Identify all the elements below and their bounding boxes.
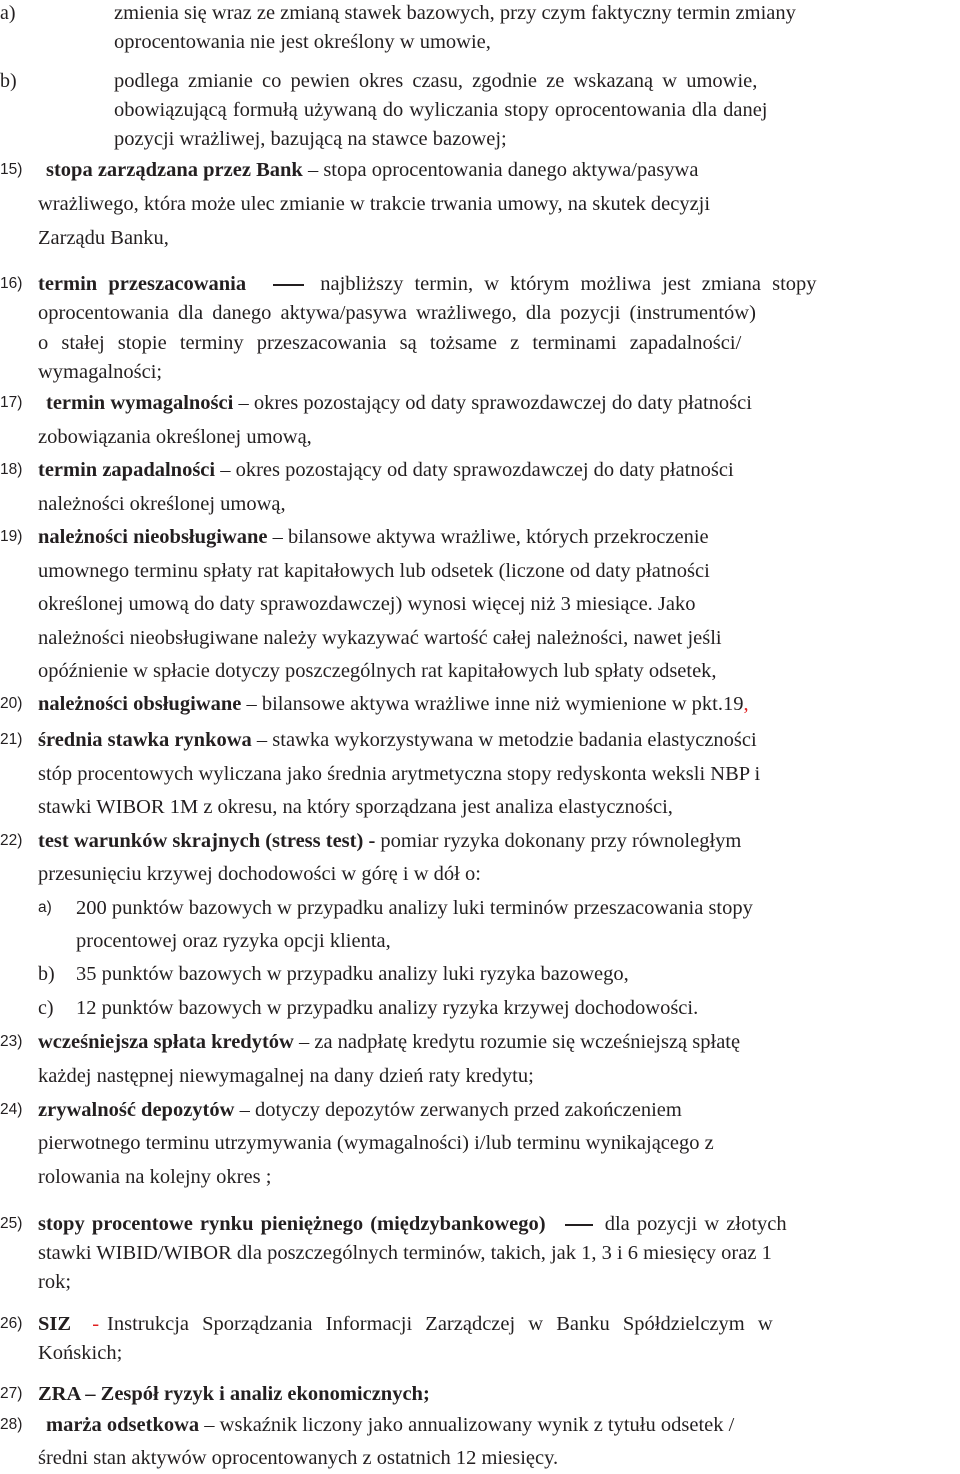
item-22-number: 22) <box>0 832 23 849</box>
list-label-b: b) <box>0 70 17 92</box>
item-15-line-1: stopa zarządzana przez Bank – stopa oprocentowania danego aktywa/pasywa <box>46 159 699 181</box>
item-25-term: stopy procentowe rynku pieniężnego (międzybankowego) <box>38 1213 546 1235</box>
item-27-number: 27) <box>0 1385 23 1402</box>
item-28-line-2: średni stan aktywów oprocentowanych z ostatnich 12 miesięcy. <box>38 1447 559 1469</box>
item-19-line-1: należności nieobsługiwane – bilansowe aktywa wrażliwe, których przekroczenie <box>38 526 709 548</box>
item-18-number: 18) <box>0 461 23 478</box>
item-22-label-c: c) <box>38 997 54 1019</box>
item-22-line-1: test warunków skrajnych (stress test) - pomiar ryzyka dokonany przy równoległym <box>38 830 742 852</box>
item-22-label-a: a) <box>38 899 52 916</box>
item-17-line-1: termin wymagalności – okres pozostający od daty sprawozdawczej do daty płatności <box>46 392 752 414</box>
item-15-line-3: Zarządu Banku, <box>38 227 169 249</box>
item-21-line-2: stóp procentowych wyliczana jako średnia arytmetyczna stopy redyskonta weksli NBP i <box>38 763 761 785</box>
list-a-line-2: oprocentowania nie jest określony w umowie, <box>114 31 491 53</box>
item-25-dash <box>565 1224 593 1226</box>
item-25-line-3: rok; <box>38 1271 72 1293</box>
item-24-number: 24) <box>0 1101 23 1118</box>
item-20-red-comma: , <box>743 693 749 715</box>
item-21-line-3: stawki WIBOR 1M z okresu, na który sporządzana jest analiza elastyczności, <box>38 796 673 818</box>
item-28-term: marża odsetkowa <box>46 1414 200 1436</box>
item-19-term: należności nieobsługiwane <box>38 526 268 548</box>
item-17-line-2: zobowiązania określonej umową, <box>38 426 312 448</box>
item-16-line-1: termin przeszacowania najbliższy termin, w którym możliwa jest zmiana stopy <box>38 273 817 295</box>
item-22-term: test warunków skrajnych (stress test) - <box>38 830 376 852</box>
item-23-number: 23) <box>0 1033 23 1050</box>
item-26-line-1: SIZ - Instrukcja Sporządzania Informacji Zarządczej w Banku Spółdzielczym w <box>38 1313 773 1335</box>
item-26-line-2: Końskich; <box>38 1342 123 1364</box>
item-23-line-2: każdej następnej niewymagalnej na dany dzień raty kredytu; <box>38 1065 534 1087</box>
item-18-term: termin zapadalności <box>38 459 216 481</box>
item-28-number: 28) <box>0 1416 23 1433</box>
item-16-term: termin przeszacowania <box>38 273 247 295</box>
item-22-a-line-2: procentowej oraz ryzyka opcji klienta, <box>76 930 391 952</box>
item-16-number: 16) <box>0 275 23 292</box>
item-19-line-4: należności nieobsługiwane należy wykazywać wartość całej należności, nawet jeśli <box>38 627 722 649</box>
item-20-term: należności obsługiwane <box>38 693 242 715</box>
item-26-term: SIZ <box>38 1313 72 1335</box>
item-25-line-2: stawki WIBID/WIBOR dla poszczególnych terminów, takich, jak 1, 3 i 6 miesięcy oraz 1 <box>38 1242 772 1264</box>
item-19-line-5: opóźnienie w spłacie dotyczy poszczególnych rat kapitałowych lub spłaty odsetek, <box>38 660 717 682</box>
item-19-line-2: umownego terminu spłaty rat kapitałowych lub odsetek (liczone od daty płatności <box>38 560 710 582</box>
item-21-number: 21) <box>0 731 23 748</box>
item-22-c-line-1: 12 punktów bazowych w przypadku analizy ryzyka krzywej dochodowości. <box>76 997 699 1019</box>
item-23-line-1: wcześniejsza spłata kredytów – za nadpłatę kredytu rozumie się wcześniejszą spłatę <box>38 1031 741 1053</box>
item-16-line-4: wymagalności; <box>38 361 163 383</box>
item-15-term: stopa zarządzana przez Bank <box>46 159 303 181</box>
item-21-term: średnia stawka rynkowa <box>38 729 252 751</box>
item-22-b-line-1: 35 punktów bazowych w przypadku analizy luki ryzyka bazowego, <box>76 963 629 985</box>
item-22-label-b: b) <box>38 963 55 985</box>
item-15-line-2: wrażliwego, która może ulec zmianie w trakcie trwania umowy, na skutek decyzji <box>38 193 711 215</box>
item-24-line-2: pierwotnego terminu utrzymywania (wymagalności) i/lub terminu wynikającego z <box>38 1132 714 1154</box>
item-23-term: wcześniejsza spłata kredytów <box>38 1031 294 1053</box>
item-18-line-2: należności określonej umową, <box>38 493 286 515</box>
item-22-a-line-1: 200 punktów bazowych w przypadku analizy luki terminów przeszacowania stopy <box>76 897 753 919</box>
list-b-line-1: podlega zmianie co pewien okres czasu, zgodnie ze wskazaną w umowie, <box>114 70 758 92</box>
item-26-number: 26) <box>0 1315 23 1332</box>
list-b-line-3: pozycji wrażliwej, bazującą na stawce bazowej; <box>114 128 507 150</box>
item-19-line-3: określonej umową do daty sprawozdawczej) wynosi więcej niż 3 miesiące. Jako <box>38 593 696 615</box>
item-17-number: 17) <box>0 394 23 411</box>
item-24-line-1: zrywalność depozytów – dotyczy depozytów zerwanych przed zakończeniem <box>38 1099 682 1121</box>
item-25-line-1: stopy procentowe rynku pieniężnego (międzybankowego) dla pozycji w złotych <box>38 1213 787 1235</box>
item-16-line-3: o stałej stopie terminy przeszacowania są tożsame z terminami zapadalności/ <box>38 332 742 354</box>
list-a-line-1: zmienia się wraz ze zmianą stawek bazowych, przy czym faktyczny termin zmiany <box>114 2 796 24</box>
item-26-red-dash: - <box>92 1313 100 1335</box>
item-19-number: 19) <box>0 528 23 545</box>
item-21-line-1: średnia stawka rynkowa – stawka wykorzystywana w metodzie badania elastyczności <box>38 729 757 751</box>
item-18-line-1: termin zapadalności – okres pozostający od daty sprawozdawczej do daty płatności <box>38 459 734 481</box>
item-15-number: 15) <box>0 161 23 178</box>
item-20-number: 20) <box>0 695 23 712</box>
item-16-dash <box>273 284 304 286</box>
item-28-line-1: marża odsetkowa – wskaźnik liczony jako annualizowany wynik z tytułu odsetek / <box>46 1414 735 1436</box>
item-16-line-2: oprocentowania dla danego aktywa/pasywa wrażliwego, dla pozycji (instrumentów) <box>38 302 756 324</box>
item-27-line-1: ZRA – Zespół ryzyk i analiz ekonomicznych; <box>38 1383 430 1405</box>
list-label-a: a) <box>0 2 16 24</box>
item-22-line-2: przesunięciu krzywej dochodowości w górę i w dół o: <box>38 863 481 885</box>
item-24-term: zrywalność depozytów <box>38 1099 235 1121</box>
list-b-line-2: obowiązującą formułą używaną do wyliczania stopy oprocentowania dla danej <box>114 99 768 121</box>
item-20-line-1: należności obsługiwane – bilansowe aktywa wrażliwe inne niż wymienione w pkt.19, <box>38 693 749 715</box>
item-24-line-3: rolowania na kolejny okres ; <box>38 1166 272 1188</box>
item-25-number: 25) <box>0 1215 23 1232</box>
item-17-term: termin wymagalności <box>46 392 234 414</box>
